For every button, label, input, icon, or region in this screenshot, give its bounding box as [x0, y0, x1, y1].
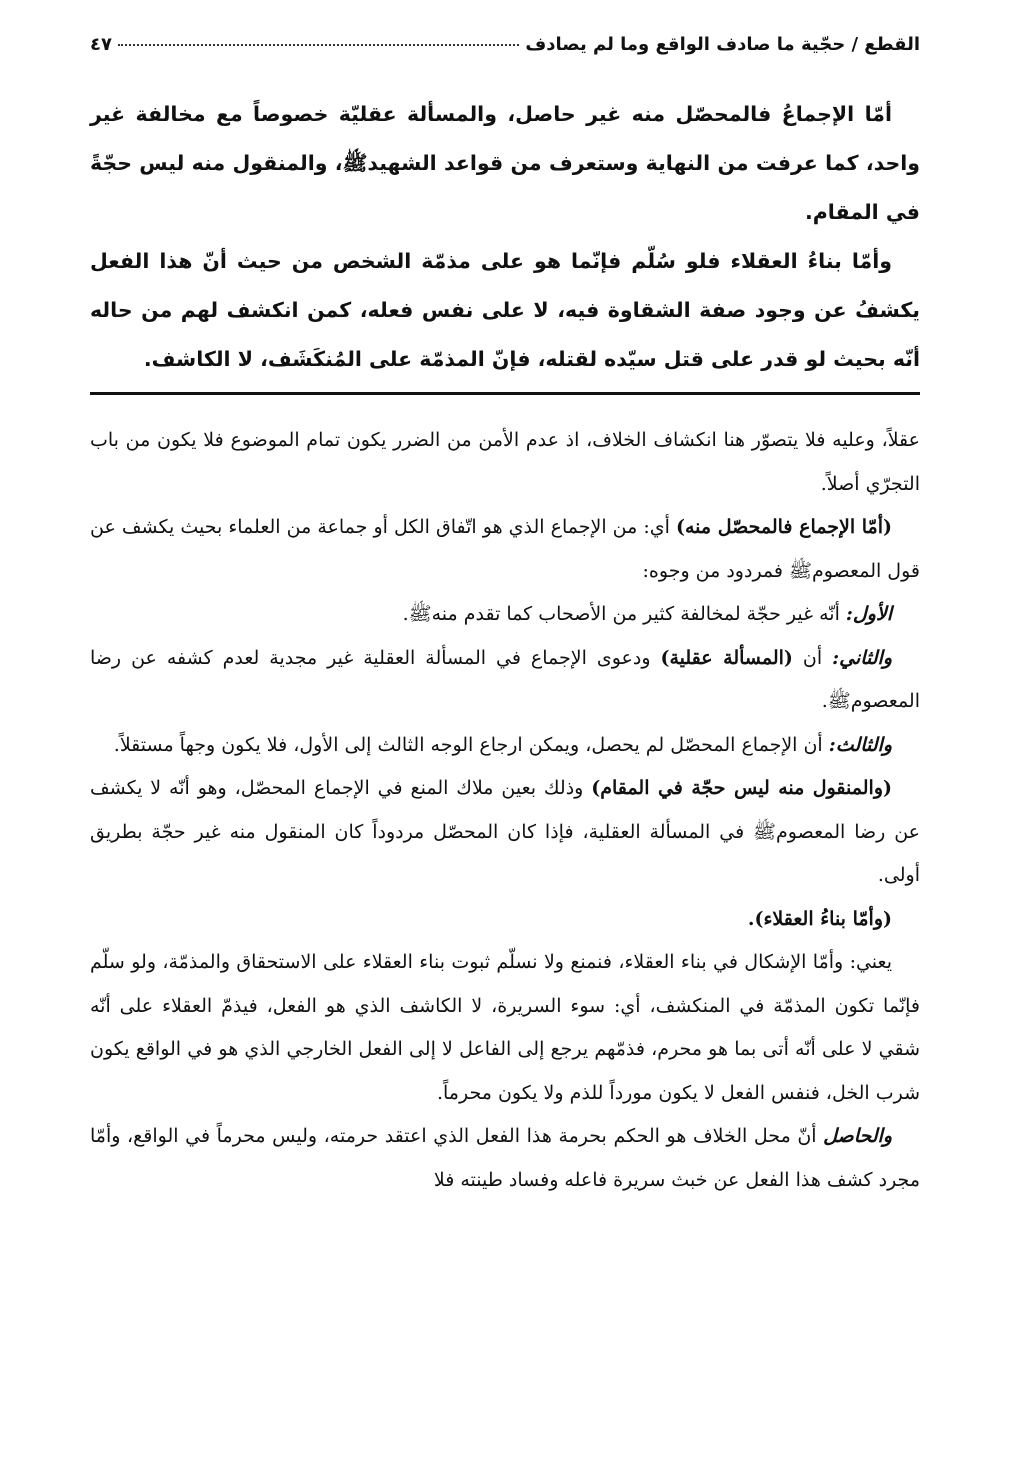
- page-number: ٤٧: [90, 34, 112, 55]
- commentary-text-span: أن: [792, 646, 833, 669]
- quoted-phrase: (وأمّا بناءُ العقلاء).: [747, 907, 892, 930]
- header-title: القطع / حجّية ما صادف الواقع وما لم يصادف: [525, 34, 920, 55]
- quoted-phrase: (والمنقول منه ليس حجّة في المقام): [591, 777, 892, 799]
- point-label: الأول:: [845, 603, 892, 625]
- header-leader-dots: [118, 44, 519, 46]
- commentary-paragraph: [90, 593, 920, 637]
- commentary-paragraph: [90, 898, 920, 942]
- point-label: والحاصل: [823, 1125, 892, 1147]
- commentary-text-span: أن الإجماع المحصّل لم يحصل، ويمكن ارجاع الوجه الثالث إلى الأول، فلا يكون وجهاً مستقلاً.: [113, 733, 829, 756]
- commentary-paragraph: [90, 724, 920, 768]
- commentary-paragraph: [90, 941, 920, 1115]
- commentary-paragraph: [90, 767, 920, 898]
- commentary-text-span: عقلاً، وعليه فلا يتصوّر هنا انكشاف الخلاف، اذ عدم الأمن من الضرر يكون تمام الموضوع فلا يكون من باب التجرّي أصلاً.: [90, 429, 920, 495]
- commentary-text-span: يعني: وأمّا الإشكال في بناء العقلاء، فنمنع ولا نسلّم ثبوت بناء العقلاء على الاستحقاق والمذمّة، ولو سلّم فإنّما تكون المذمّة في المنكشف، أي: سوء السريرة، لا الكاشف الذي هو الفعل، فيذمّ العقلاء على أنّه شقي لا على أنّه أتى بما هو محرم، فذمّهم يرجع إلى الفاعل لا إلى الفعل الخارجي الذي هو في الواقع يكون شرب الخل، فنفس الفعل لا يكون مورداً للذم ولا يكون محرماً.: [90, 951, 920, 1104]
- commentary-paragraph: [90, 506, 920, 593]
- quoted-phrase: (المسألة عقلية): [660, 646, 793, 669]
- section-divider: [90, 392, 920, 395]
- commentary-paragraph: [90, 637, 920, 724]
- commentary-text-span: أنّ محل الخلاف هو الحكم بحرمة هذا الفعل الذي اعتقد حرمته، وليس محرماً في الواقع، وأمّا مجرد كشف هذا الفعل عن خبث سريرة فاعله وفساد طينته فلا: [90, 1125, 920, 1191]
- book-page: [90, 34, 920, 1354]
- commentary-text-span: ودعوى الإجماع في المسألة العقلية غير مجدية لعدم كشفه عن رضا المعصومﷺ.: [90, 646, 920, 712]
- quoted-phrase: (أمّا الإجماع فالمحصّل منه): [676, 516, 892, 538]
- main-text: [90, 90, 920, 384]
- commentary-paragraph: [90, 1115, 920, 1202]
- commentary-text-span: وذلك بعين ملاك المنع في الإجماع المحصّل، وهو أنّه لا يكشف عن رضا المعصومﷺ في المسألة العقلية، فإذا كان المحصّل مردوداً كان المنقول منه غير حجّة بطريق أولى.: [90, 777, 920, 886]
- running-header: [90, 34, 920, 76]
- commentary-paragraph: [90, 419, 920, 506]
- point-label: والثالث:: [828, 733, 892, 756]
- commentary-text-span: أي: من الإجماع الذي هو اتّفاق الكل أو جماعة من العلماء بحيث يكشف عن قول المعصومﷺ فمردود من وجوه:: [90, 516, 920, 582]
- main-text-paragraph: وأمّا بناءُ العقلاء فلو سُلّم فإنّما هو على مذمّة الشخص من حيث أنّ هذا الفعل يكشفُ عن وجود صفة الشقاوة فيه، لا على نفس فعله، كمن انكشف لهم من حاله أنّه بحيث لو قدر على قتل سيّده لقتله، فإنّ المذمّة على المُنكَشَف، لا الكاشف.: [90, 249, 920, 371]
- point-label: والثاني:: [832, 646, 892, 669]
- commentary-text-span: أنّه غير حجّة لمخالفة كثير من الأصحاب كما تقدم منهﷺ.: [402, 603, 846, 625]
- main-text-paragraph: أمّا الإجماعُ فالمحصّل منه غير حاصل، والمسألة عقليّة خصوصاً مع مخالفة غير واحد، كما عرفت من النهاية وستعرف من قواعد الشهيدﷺ، والمنقول منه ليس حجّةً في المقام.: [90, 102, 920, 224]
- commentary-text: [90, 419, 920, 1202]
